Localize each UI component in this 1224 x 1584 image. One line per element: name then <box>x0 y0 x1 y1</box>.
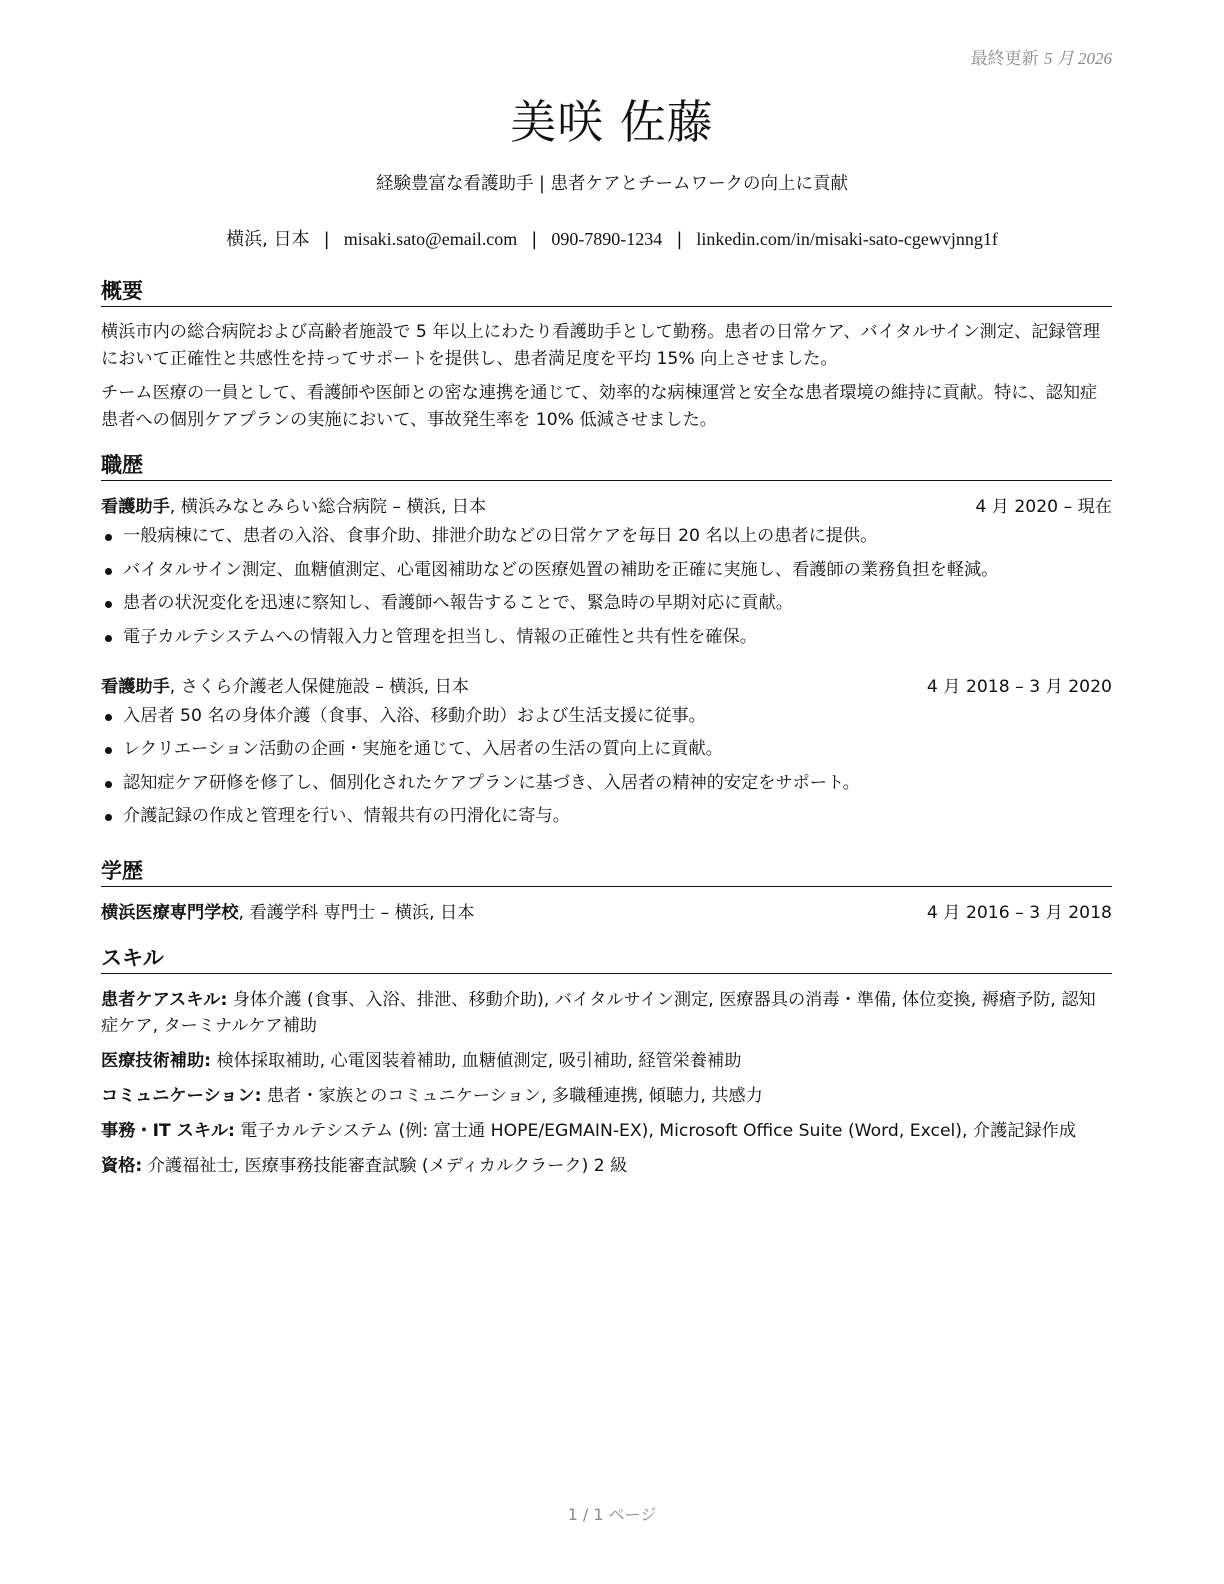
job-bullet: 認知症ケア研修を修了し、個別化されたケアプランに基づき、入居者の精神的安定をサポート。 <box>101 770 1112 796</box>
headline: 経験豊富な看護助手 | 患者ケアとチームワークの向上に貢献 <box>375 174 849 194</box>
contact-separator: | <box>531 229 538 250</box>
education-detail: , 看護学科 専門士 – 横浜, 日本 <box>238 903 475 923</box>
skill-value: 検体採取補助, 心電図装着補助, 血糖値測定, 吸引補助, 経管栄養補助 <box>211 1051 742 1071</box>
skills-section <box>101 945 1112 1179</box>
education-entry <box>101 900 1112 926</box>
contact-location: 横浜, 日本 <box>226 229 310 250</box>
job-header <box>101 494 1112 520</box>
job-dates: 4 月 2018 – 3 月 2020 <box>926 676 1112 697</box>
summary-paragraph: 横浜市内の総合病院および高齢者施設で 5 年以上にわたり看護助手として勤務。患者の日常ケア、バイタルサイン測定、記録管理において正確性と共感性を持ってサポートを提供し、患者満足度を平均 15% 向上させました。 <box>101 322 1100 369</box>
education-title-line <box>101 900 474 926</box>
skill-label: 患者ケアスキル: <box>101 990 228 1010</box>
contact-linkedin[interactable]: linkedin.com/in/misaki-sato-cgewvjnng1f <box>696 229 998 249</box>
job-title-line <box>101 674 469 700</box>
skill-item <box>101 1118 1112 1144</box>
education-school: 横浜医療専門学校 <box>101 903 239 923</box>
skill-item <box>101 1048 1112 1074</box>
candidate-name: 美咲 佐藤 <box>510 95 714 149</box>
skill-value: 身体介護 (食事、入浴、排泄、移動介助), バイタルサイン測定, 医療器具の消毒・準備, 体位変換, 褥瘡予防, 認知症ケア, ターミナルケア補助 <box>101 990 1096 1036</box>
contact-phone[interactable]: 090-7890-1234 <box>551 229 663 249</box>
education-section <box>101 858 1112 926</box>
page-number: 1 / 1 ページ <box>567 1505 657 1524</box>
section-title-skills: スキル <box>101 945 1112 974</box>
section-title-education: 学歴 <box>101 858 1112 887</box>
last-updated <box>971 44 1112 69</box>
job-bullets <box>101 523 1112 650</box>
job-entry <box>101 674 1112 830</box>
skill-item <box>101 1153 1112 1179</box>
job-entry <box>101 494 1112 650</box>
contact-separator: | <box>323 229 330 250</box>
skill-item <box>101 987 1112 1039</box>
last-updated-label: 最終更新 <box>970 49 1039 69</box>
job-org: , さくら介護老人保健施設 – 横浜, 日本 <box>169 676 469 697</box>
skill-item <box>101 1083 1112 1109</box>
job-role: 看護助手 <box>101 497 170 517</box>
last-updated-date: 5 月 2026 <box>1044 49 1112 68</box>
job-bullet: 介護記録の作成と管理を行い、情報共有の円滑化に寄与。 <box>101 803 1112 829</box>
job-bullet: 電子カルテシステムへの情報入力と管理を担当し、情報の正確性と共有性を確保。 <box>101 624 1112 650</box>
skill-label: 医療技術補助: <box>101 1051 211 1071</box>
job-bullet: 患者の状況変化を迅速に察知し、看護師へ報告することで、緊急時の早期対応に貢献。 <box>101 590 1112 616</box>
skill-value: 患者・家族とのコミュニケーション, 多職種連携, 傾聴力, 共感力 <box>261 1086 763 1106</box>
job-header <box>101 674 1112 700</box>
contact-line <box>0 225 1224 251</box>
contact-email[interactable]: misaki.sato@email.com <box>343 229 518 249</box>
skill-value: 介護福祉士, 医療事務技能審査試験 (メディカルクラーク) 2 級 <box>142 1156 628 1176</box>
skill-label: コミュニケーション: <box>101 1086 262 1106</box>
contact-separator: | <box>676 229 683 250</box>
job-bullets <box>101 703 1112 830</box>
skill-label: 資格: <box>101 1156 143 1176</box>
job-bullet: 入居者 50 名の身体介護（食事、入浴、移動介助）および生活支援に従事。 <box>101 703 1112 729</box>
summary-paragraph: チーム医療の一員として、看護師や医師との密な連携を通じて、効率的な病棟運営と安全な患者環境の維持に貢献。特に、認知症患者への個別ケアプランの実施において、事故発生率を 10% 低減させました。 <box>101 383 1098 430</box>
summary-section <box>101 278 1112 434</box>
education-dates: 4 月 2016 – 3 月 2018 <box>926 903 1112 923</box>
section-title-experience: 職歴 <box>101 452 1112 481</box>
job-title-line <box>101 494 486 520</box>
job-bullet: レクリエーション活動の企画・実施を通じて、入居者の生活の質向上に貢献。 <box>101 736 1112 762</box>
skill-value: 電子カルテシステム (例: 富士通 HOPE/EGMAIN-EX), Microsoft Office Suite (Word, Excel), 介護記録作成 <box>234 1121 1077 1141</box>
experience-section <box>101 452 1112 829</box>
section-title-summary: 概要 <box>101 278 1112 307</box>
job-org: , 横浜みなとみらい総合病院 – 横浜, 日本 <box>169 497 487 517</box>
job-bullet: 一般病棟にて、患者の入浴、食事介助、排泄介助などの日常ケアを毎日 20 名以上の患者に提供。 <box>101 523 1112 549</box>
skill-label: 事務・IT スキル: <box>101 1121 235 1141</box>
job-bullet: バイタルサイン測定、血糖値測定、心電図補助などの医療処置の補助を正確に実施し、看護師の業務負担を軽減。 <box>101 557 1112 583</box>
job-role: 看護助手 <box>101 676 170 697</box>
job-dates: 4 月 2020 – 現在 <box>975 497 1112 517</box>
